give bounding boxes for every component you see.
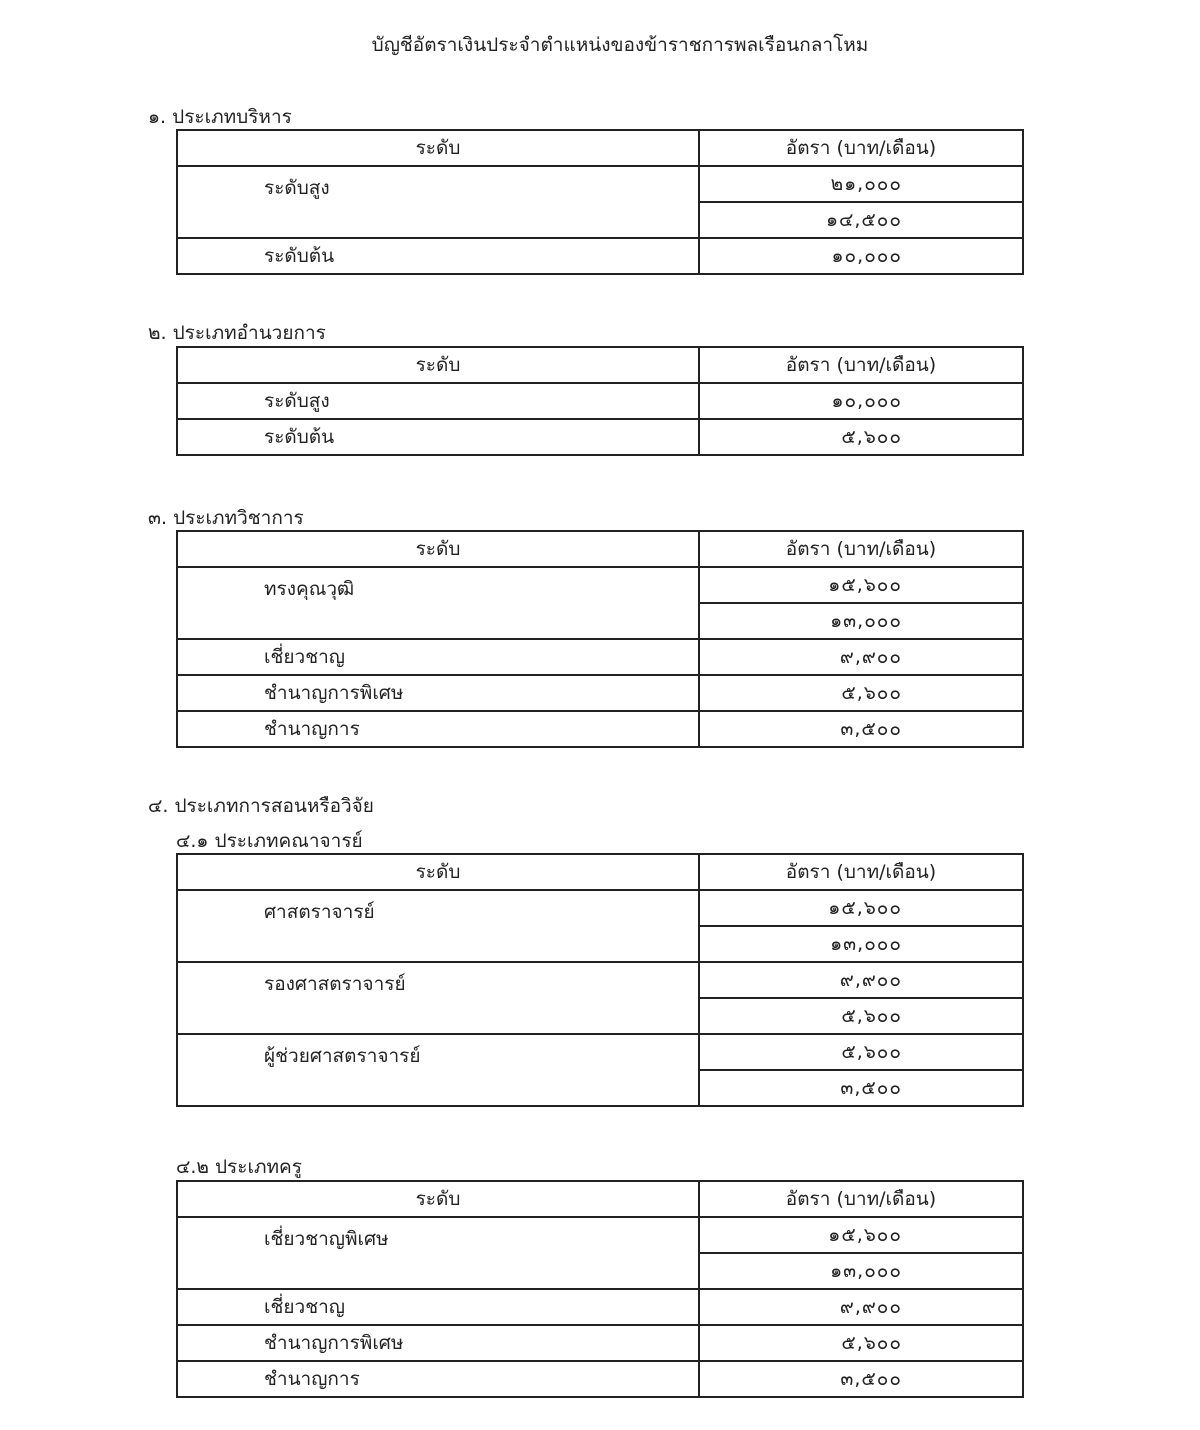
level-cell: ผู้ช่วยศาสตราจารย์ — [177, 1034, 699, 1106]
rate-cell: ๕,๖๐๐ — [699, 1325, 1023, 1361]
rate-table-directing — [176, 346, 1024, 456]
table-row — [177, 675, 1023, 711]
table-row — [177, 166, 1023, 202]
level-cell: ทรงคุณวุฒิ — [177, 567, 699, 639]
table-row — [177, 962, 1023, 998]
level-cell: รองศาสตราจารย์ — [177, 962, 699, 1034]
column-header-rate: อัตรา (บาท/เดือน) — [699, 1181, 1023, 1217]
rate-cell: ๑๐,๐๐๐ — [699, 238, 1023, 274]
rate-cell: ๙,๙๐๐ — [699, 639, 1023, 675]
table-row — [177, 890, 1023, 926]
section-heading-executive: ๑. ประเภทบริหาร — [148, 106, 292, 128]
column-header-level: ระดับ — [177, 347, 699, 383]
rate-cell: ๓,๕๐๐ — [699, 711, 1023, 747]
rate-cell: ๑๔,๕๐๐ — [699, 202, 1023, 238]
level-cell: เชี่ยวชาญ — [177, 639, 699, 675]
rate-cell: ๑๕,๖๐๐ — [699, 567, 1023, 603]
table-row — [177, 1034, 1023, 1070]
table-row — [177, 567, 1023, 603]
table-row — [177, 419, 1023, 455]
column-header-level: ระดับ — [177, 130, 699, 166]
rate-cell: ๑๓,๐๐๐ — [699, 603, 1023, 639]
table-row — [177, 1217, 1023, 1253]
rate-table-faculty — [176, 853, 1024, 1107]
rate-cell: ๑๕,๖๐๐ — [699, 890, 1023, 926]
level-cell: เชี่ยวชาญพิเศษ — [177, 1217, 699, 1289]
rate-cell: ๕,๖๐๐ — [699, 675, 1023, 711]
rate-cell: ๕,๖๐๐ — [699, 998, 1023, 1034]
table-row — [177, 639, 1023, 675]
subsection-heading-faculty: ๔.๑ ประเภทคณาจารย์ — [176, 830, 363, 852]
table-header-row — [177, 854, 1023, 890]
section-heading-teaching-research: ๔. ประเภทการสอนหรือวิจัย — [148, 795, 374, 817]
rate-cell: ๕,๖๐๐ — [699, 419, 1023, 455]
column-header-rate: อัตรา (บาท/เดือน) — [699, 531, 1023, 567]
column-header-level: ระดับ — [177, 1181, 699, 1217]
level-cell: ชำนาญการ — [177, 711, 699, 747]
column-header-level: ระดับ — [177, 854, 699, 890]
rate-cell: ๑๓,๐๐๐ — [699, 1253, 1023, 1289]
level-cell: ระดับต้น — [177, 419, 699, 455]
section-heading-directing: ๒. ประเภทอำนวยการ — [148, 322, 326, 344]
rate-cell: ๙,๙๐๐ — [699, 962, 1023, 998]
column-header-rate: อัตรา (บาท/เดือน) — [699, 347, 1023, 383]
table-row — [177, 383, 1023, 419]
level-cell: ระดับสูง — [177, 166, 699, 238]
level-cell: ระดับสูง — [177, 383, 699, 419]
rate-cell: ๑๐,๐๐๐ — [699, 383, 1023, 419]
column-header-rate: อัตรา (บาท/เดือน) — [699, 130, 1023, 166]
level-cell: ชำนาญการ — [177, 1361, 699, 1397]
table-header-row — [177, 347, 1023, 383]
table-header-row — [177, 130, 1023, 166]
column-header-level: ระดับ — [177, 531, 699, 567]
table-row — [177, 711, 1023, 747]
rate-cell: ๓,๕๐๐ — [699, 1070, 1023, 1106]
rate-cell: ๙,๙๐๐ — [699, 1289, 1023, 1325]
level-cell: ชำนาญการพิเศษ — [177, 675, 699, 711]
rate-table-executive — [176, 129, 1024, 275]
level-cell: ชำนาญการพิเศษ — [177, 1325, 699, 1361]
table-row — [177, 1289, 1023, 1325]
rate-cell: ๑๓,๐๐๐ — [699, 926, 1023, 962]
table-row — [177, 1325, 1023, 1361]
rate-cell: ๓,๕๐๐ — [699, 1361, 1023, 1397]
rate-cell: ๒๑,๐๐๐ — [699, 166, 1023, 202]
rate-table-teacher — [176, 1180, 1024, 1398]
table-row — [177, 1361, 1023, 1397]
rate-cell: ๕,๖๐๐ — [699, 1034, 1023, 1070]
column-header-rate: อัตรา (บาท/เดือน) — [699, 854, 1023, 890]
table-row — [177, 238, 1023, 274]
level-cell: เชี่ยวชาญ — [177, 1289, 699, 1325]
table-header-row — [177, 531, 1023, 567]
document-title: บัญชีอัตราเงินประจำตำแหน่งของข้าราชการพลเรือนกลาโหม — [371, 34, 869, 56]
section-heading-academic: ๓. ประเภทวิชาการ — [148, 507, 304, 529]
rate-cell: ๑๕,๖๐๐ — [699, 1217, 1023, 1253]
level-cell: ระดับต้น — [177, 238, 699, 274]
rate-table-academic — [176, 530, 1024, 748]
table-header-row — [177, 1181, 1023, 1217]
subsection-heading-teacher: ๔.๒ ประเภทครู — [176, 1156, 302, 1178]
level-cell: ศาสตราจารย์ — [177, 890, 699, 962]
